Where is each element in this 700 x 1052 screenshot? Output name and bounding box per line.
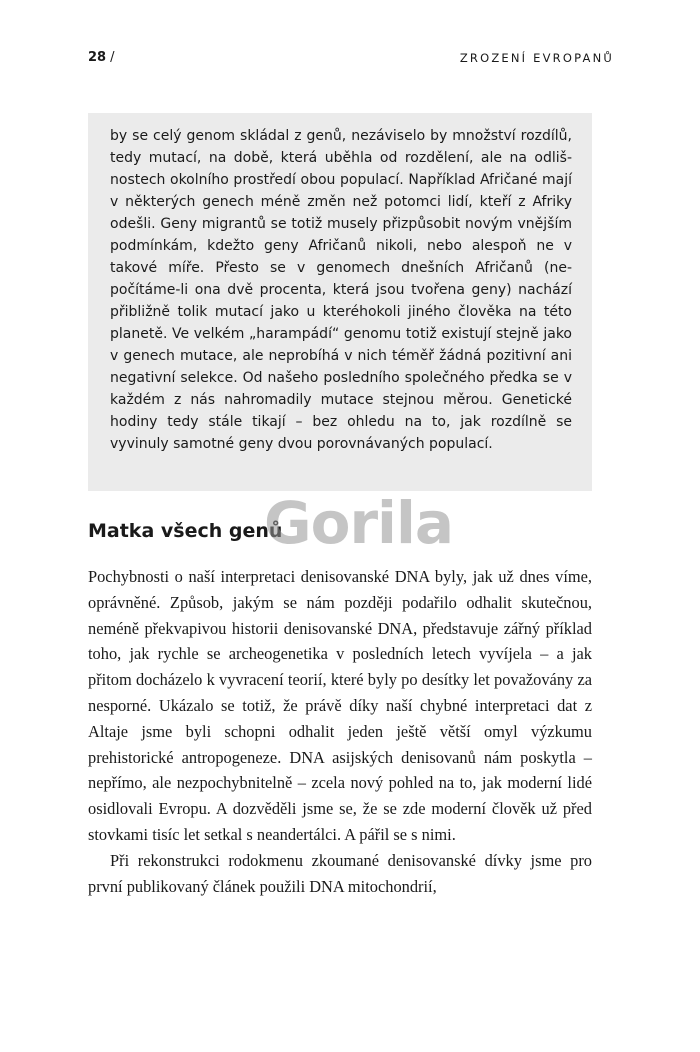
page-number-value: 28 (88, 50, 107, 65)
book-title: ZROZENÍ EVROPANŮ (459, 51, 614, 65)
watermark-logo: Gorila (264, 489, 453, 557)
body-paragraph: Pochybnosti o naší interpretaci denisovanské DNA byly, jak už dnes víme, oprávněné. Způsob, jakým se nám později podařilo odhalit skutečnou, neméně překvapivou historii denisovanské DNA, představuje zářný příklad toho, jak rychle se archeogenetika v posledních letech vyvíjela – a jak přitom docházelo k vyvracení teorií, které byly po desítky let považovány za nesporné. Ukázalo se totiž, že právě díky naší chybné interpretaci dat z Altaje jsme byli schopni odhalit jeden ještě větší omyl výzkumu prehistorické antropogeneze. DNA asijských denisovanů nám poskytla – nepřímo, ale nezpochybnitelně – zcela nový pohled na to, jak moderní lidé osidlovali Evropu. A dozvěděli jsme se, že se zde moderní člověk už před stovkami tisíc let setkal s neandertálci. A pářil se s nimi. (88, 567, 592, 844)
page-number (88, 50, 114, 65)
section-heading: Matka všech genů (88, 520, 283, 542)
sidebar-box (88, 113, 592, 491)
page-number-separator: / (110, 50, 115, 65)
sidebar-text: by se celý genom skládal z genů, nezáviselo by množství rozdílů, tedy mutací, na době, která uběhla od rozdělení, ale na odlišnostech okolního prostředí obou populací. Například Afričané mají v některých genech méně změn než potomci lidí, kteří z Afriky odešli. Geny migrantů se totiž musely přizpůsobit novým vnějším podmínkám, kdežto geny Afričanů nikoli, nebo alespoň ne v takové míře. Přesto se v genomech dnešních Afričanů (nepočítáme-li ona dvě procenta, která jsou tvořena geny) nachází přibližně tolik mutací jako u kteréhokoli jiného člověka na této planetě. Ve velkém „harampádí“ genomu totiž existují stejně jako v genech mutace, ale neprobíhá v nich téměř žádná pozitivní ani negativní selekce. Od našeho posledního společného předka se v každém z nás nahromadily mutace stejnou měrou. Genetické hodiny tedy stále tikají – bez ohledu na to, jak rozdílně se vyvinuly samotné geny dvou porovnávaných populací. (110, 128, 572, 452)
body-text (88, 564, 592, 899)
running-head (88, 50, 614, 70)
body-paragraph: Při rekonstrukci rodokmenu zkoumané denisovanské dívky jsme pro první publikovaný článek použili DNA mitochondrií, (88, 850, 592, 896)
